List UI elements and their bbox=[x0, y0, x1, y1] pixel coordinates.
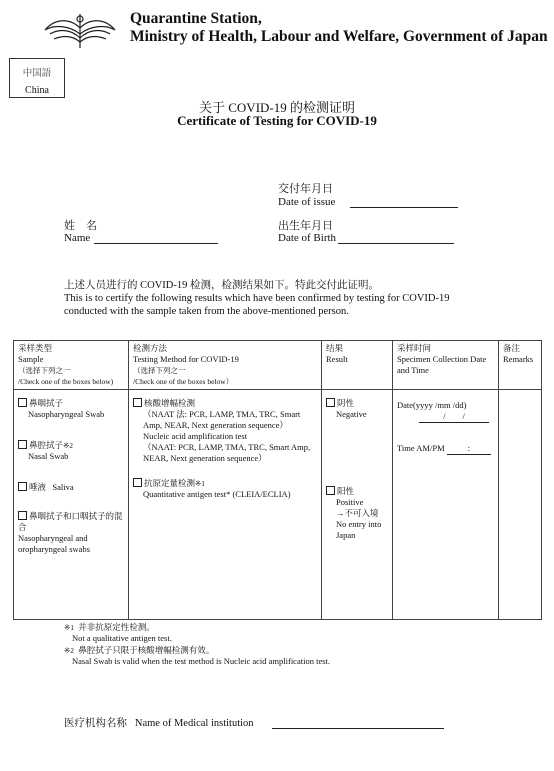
collection-date-field[interactable]: / / bbox=[419, 411, 489, 423]
issue-date-label-cn: 交付年月日 bbox=[278, 183, 333, 195]
table-body-row bbox=[14, 390, 542, 620]
checkbox-naat[interactable] bbox=[133, 398, 142, 407]
collection-time-cell bbox=[393, 390, 499, 620]
statement-chinese: 上述人员进行的 COVID-19 检测，检测结果如下。特此交付此证明。 bbox=[64, 280, 379, 291]
name-label-en: Name bbox=[64, 232, 91, 244]
title-english: Certificate of Testing for COVID-19 bbox=[177, 113, 377, 128]
name-label-cn: 姓 名 bbox=[64, 220, 97, 232]
sample-option-nasal[interactable]: 鼻腔拭子※2 Nasal Swab bbox=[18, 440, 124, 462]
collection-date-label: Date(yyyy /mm /dd) bbox=[397, 400, 467, 410]
sample-option-saliva[interactable]: 唾液 Saliva bbox=[18, 482, 124, 493]
title-chinese: 关于 COVID-19 的检测证明 bbox=[199, 100, 355, 115]
name-field[interactable] bbox=[94, 243, 218, 244]
collection-time-field[interactable]: Time AM/PM : bbox=[397, 443, 494, 455]
issue-date-field[interactable] bbox=[350, 207, 458, 208]
checkbox-negative[interactable] bbox=[326, 398, 335, 407]
dob-label-cn: 出生年月日 bbox=[278, 220, 333, 232]
checkbox-antigen[interactable] bbox=[133, 478, 142, 487]
remarks-cell[interactable] bbox=[499, 390, 542, 620]
sample-option-nasopharyngeal[interactable]: 鼻咽拭子 Nasopharyngeal Swab bbox=[18, 398, 124, 420]
sample-option-mixed-swabs[interactable]: 鼻咽拭子和口咽拭子的混合 Nasopharyngeal and oropharyngeal swabs bbox=[18, 511, 123, 554]
footnote-2: ※2 鼻腔拭子只限于核酸增幅检测有效。 Nasal Swab is valid when the test method is Nucleic acid amplification test. bbox=[64, 645, 331, 666]
method-option-antigen[interactable]: 抗原定量检测※1 Quantitative antigen test* (CLEIA/ECLIA) bbox=[133, 478, 317, 500]
organization-name-line1: Quarantine Station, bbox=[130, 10, 262, 27]
result-option-positive[interactable]: 阳性 Positive →不可入境 No entry into Japan bbox=[326, 486, 388, 541]
header-remarks: 备注 Remarks bbox=[499, 341, 542, 390]
dob-label-en: Date of Birth bbox=[278, 232, 337, 244]
checkbox-mixed-swabs[interactable] bbox=[18, 511, 27, 520]
result-options-cell bbox=[322, 390, 393, 620]
sample-options-cell bbox=[14, 390, 129, 620]
checkbox-positive[interactable] bbox=[326, 486, 335, 495]
test-results-table bbox=[13, 340, 542, 620]
statement-english-line2: conducted with the sample taken from the above-mentioned person. bbox=[64, 306, 349, 317]
language-box bbox=[9, 58, 65, 98]
medical-institution-field[interactable] bbox=[272, 728, 444, 729]
result-option-negative[interactable]: 阴性 Negative bbox=[326, 398, 388, 420]
footnote-1: ※1 并非抗原定性检测。 Not a qualitative antigen test. bbox=[64, 622, 172, 643]
header-method: 检测方法 Testing Method for COVID-19 （选择下列之一 /Check one of the boxes below） bbox=[129, 341, 322, 390]
header-result: 结果 Result bbox=[322, 341, 393, 390]
statement-english-line1: This is to certify the following results which have been confirmed by testing for COVID-19 bbox=[64, 293, 450, 304]
dob-field[interactable] bbox=[338, 243, 454, 244]
method-options-cell bbox=[129, 390, 322, 620]
language-english-label: China bbox=[25, 85, 49, 96]
quarantine-emblem-logo bbox=[40, 10, 120, 50]
medical-institution-label: 医疗机构名称 Name of Medical institution bbox=[64, 718, 254, 729]
organization-name-line2: Ministry of Health, Labour and Welfare, Government of Japan bbox=[130, 28, 548, 45]
table-header-row bbox=[14, 341, 542, 390]
checkbox-saliva[interactable] bbox=[18, 482, 27, 491]
checkbox-nasopharyngeal[interactable] bbox=[18, 398, 27, 407]
issue-date-label-en: Date of issue bbox=[278, 196, 336, 208]
language-native-label: 中国語 bbox=[22, 69, 52, 79]
header-sample: 采样类型 Sample （选择下列之一 /Check one of the boxes below) bbox=[14, 341, 129, 390]
checkbox-nasal[interactable] bbox=[18, 440, 27, 449]
method-option-naat[interactable]: 核酸增幅检测 （NAAT 法: PCR, LAMP, TMA, TRC, Smart Amp, NEAR, Next generation sequence） Nucleic acid amplification test （NAAT: PCR, LAMP, TMA, TRC, Smart Amp, NEAR, Next generation sequence） bbox=[133, 398, 317, 464]
header-collection-time: 采样时间 Specimen Collection Date and Time bbox=[393, 341, 499, 390]
